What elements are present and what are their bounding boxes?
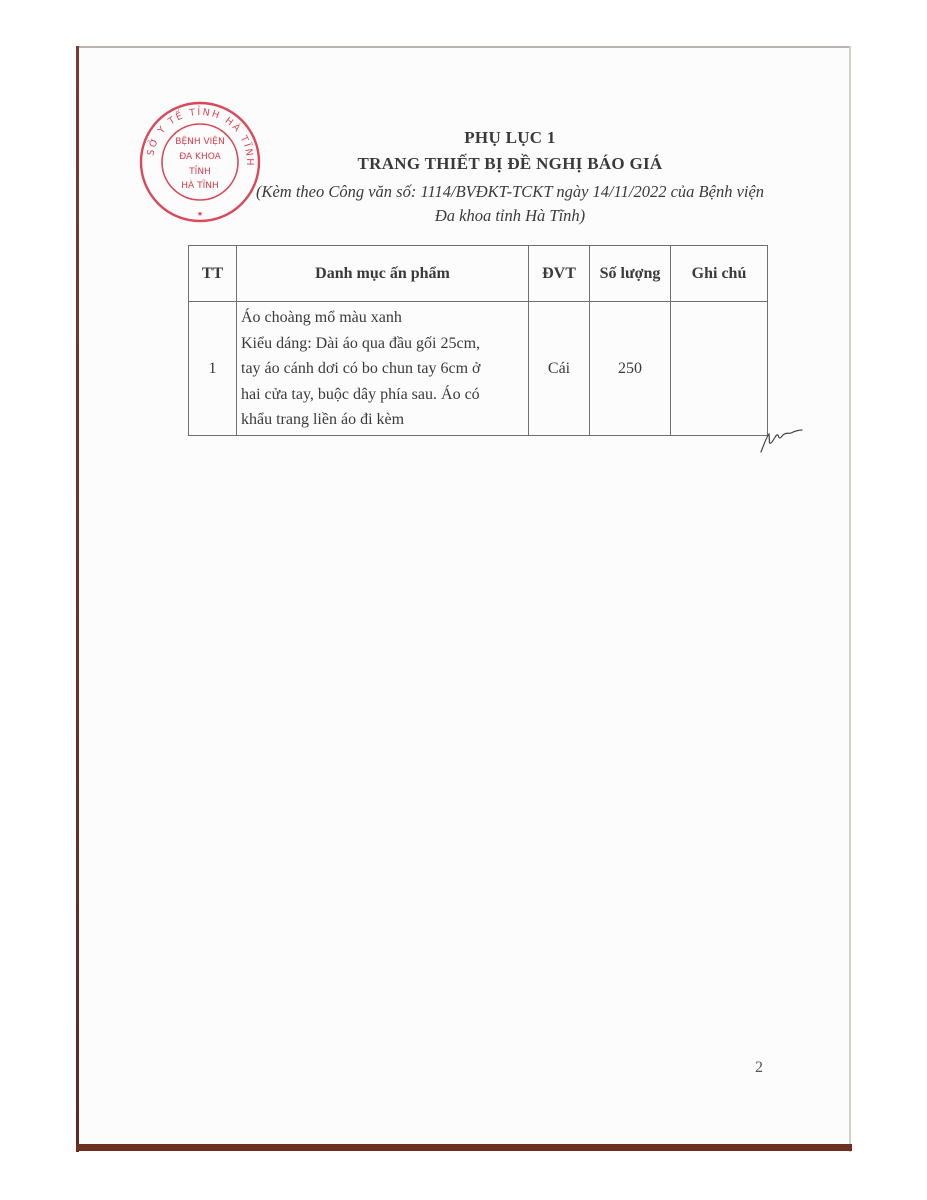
header-unit: ĐVT [529, 246, 590, 302]
seal-line: HÀ TĨNH [181, 181, 219, 191]
header-quantity: Số lượng [590, 246, 671, 302]
header-note: Ghi chú [671, 246, 768, 302]
reference-line-1: (Kèm theo Công văn số: 1114/BVĐKT-TCKT ngày 14/11/2022 của Bệnh viện [255, 182, 765, 201]
description-line: hai cửa tay, buộc dây phía sau. Áo có [241, 385, 480, 403]
page-number: 2 [755, 1059, 763, 1076]
cell-unit: Cái [529, 302, 590, 436]
header-item-name: Danh mục ấn phẩm [237, 246, 529, 302]
cell-description [237, 302, 529, 436]
paper-edge-bottom [76, 1144, 852, 1151]
table-header-row [189, 246, 768, 302]
seal-line: ĐA KHOA [179, 152, 221, 162]
svg-text:★: ★ [196, 210, 204, 218]
seal-outer-text: SỞ Y TẾ TỈNH HÀ TĨNH [145, 106, 256, 168]
description-line: Kiểu dáng: Dài áo qua đầu gối 25cm, [241, 334, 481, 352]
description-line: tay áo cánh dơi có bo chun tay 6cm ở [241, 360, 481, 378]
header-tt: TT [189, 246, 237, 302]
reference-line-2: Đa khoa tỉnh Hà Tĩnh) [434, 206, 586, 225]
cell-quantity: 250 [590, 302, 671, 436]
table-row [189, 302, 768, 436]
quotation-table [188, 245, 768, 436]
document-subtitle: TRANG THIẾT BỊ ĐỀ NGHỊ BÁO GIÁ [357, 154, 663, 173]
seal-line: TỈNH [189, 167, 211, 177]
paper-edge-right [849, 46, 851, 1152]
cell-note [671, 302, 768, 436]
cell-tt: 1 [189, 302, 237, 436]
description-line: Áo choàng mổ màu xanh [241, 309, 402, 326]
paper-edge-top [76, 46, 850, 48]
paper-edge-left [76, 46, 79, 1152]
description-line: khẩu trang liền áo đi kèm [241, 411, 405, 429]
hospital-seal-stamp [138, 100, 262, 224]
handwritten-initial [758, 422, 804, 456]
seal-line: BỆNH VIỆN [175, 137, 225, 147]
document-title: PHỤ LỤC 1 [464, 128, 556, 147]
